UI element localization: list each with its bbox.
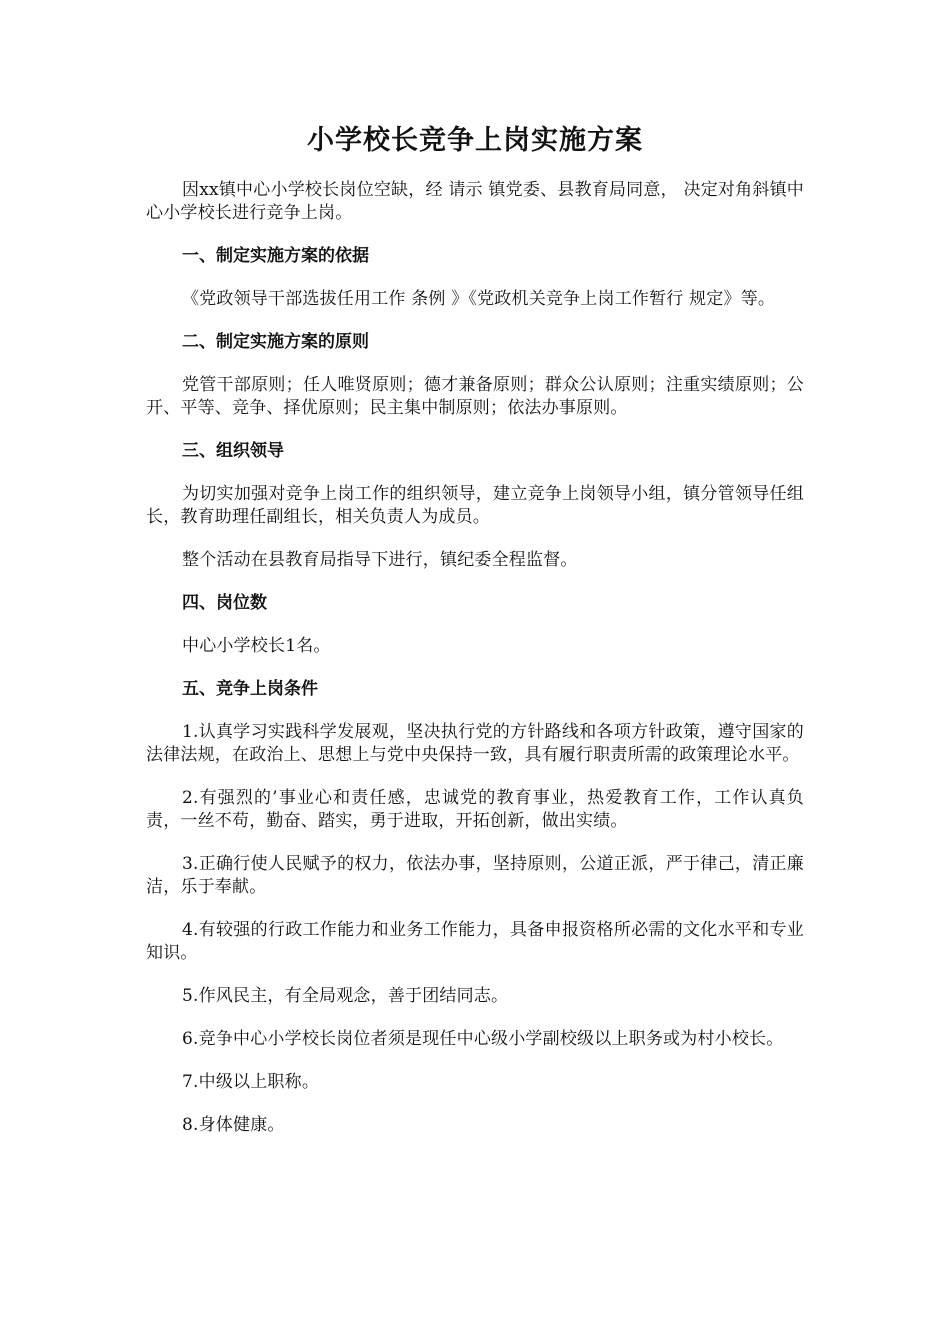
condition-item: 4.有较强的行政工作能力和业务工作能力，具备申报资格所必需的文化水平和专业知识。	[146, 920, 804, 963]
section-paragraph: 党管干部原则；任人唯贤原则；德才兼备原则；群众公认原则；注重实绩原则；公开、平等、竞争、择优原则；民主集中制原则；依法办事原则。	[146, 375, 804, 418]
section-basis	[146, 245, 804, 311]
condition-item: 5.作风民主，有全局观念，善于团结同志。	[182, 986, 509, 1006]
section-positions	[146, 592, 804, 658]
section-heading: 五、竞争上岗条件	[182, 679, 318, 699]
section-conditions	[146, 678, 804, 1137]
condition-item: 7.中级以上职称。	[182, 1072, 320, 1092]
section-paragraph: 整个活动在县教育局指导下进行，镇纪委全程监督。	[182, 550, 578, 570]
section-paragraph: 为切实加强对竞争上岗工作的组织领导，建立竞争上岗领导小组，镇分管领导任组长，教育助理任副组长，相关负责人为成员。	[146, 484, 804, 527]
section-heading: 四、岗位数	[182, 593, 267, 613]
section-heading: 一、制定实施方案的依据	[182, 246, 369, 266]
page-title: 小学校长竞争上岗实施方案	[307, 125, 643, 156]
section-heading: 二、制定实施方案的原则	[182, 332, 369, 352]
section-principles	[146, 331, 804, 420]
section-leadership	[146, 440, 804, 572]
section-heading: 三、组织领导	[182, 441, 284, 461]
condition-item: 2.有强烈的’事业心和责任感，忠诚党的教育事业，热爱教育工作，工作认真负责，一丝不苟，勤奋、踏实，勇于进取，开拓创新，做出实绩。	[146, 788, 804, 831]
intro-paragraph: 因xx镇中心小学校长岗位空缺，经 请示 镇党委、县教育局同意， 决定对角斜镇中心小学校长进行竞争上岗。	[146, 180, 804, 223]
condition-item: 3.正确行使人民赋予的权力，依法办事，坚持原则，公道正派，严于律己，清正廉洁，乐于奉献。	[146, 854, 804, 897]
section-paragraph: 《党政领导干部选拔任用工作 条例 》《党政机关竞争上岗工作暂行 规定》等。	[182, 289, 776, 309]
condition-item: 1.认真学习实践科学发展观，坚决执行党的方针路线和各项方针政策，遵守国家的法律法规，在政治上、思想上与党中央保持一致，具有履行职责所需的政策理论水平。	[146, 722, 804, 765]
condition-item: 6.竞争中心小学校长岗位者须是现任中心级小学副校级以上职务或为村小校长。	[182, 1029, 784, 1049]
section-paragraph: 中心小学校长1名。	[182, 636, 331, 656]
condition-item: 8.身体健康。	[182, 1115, 285, 1135]
